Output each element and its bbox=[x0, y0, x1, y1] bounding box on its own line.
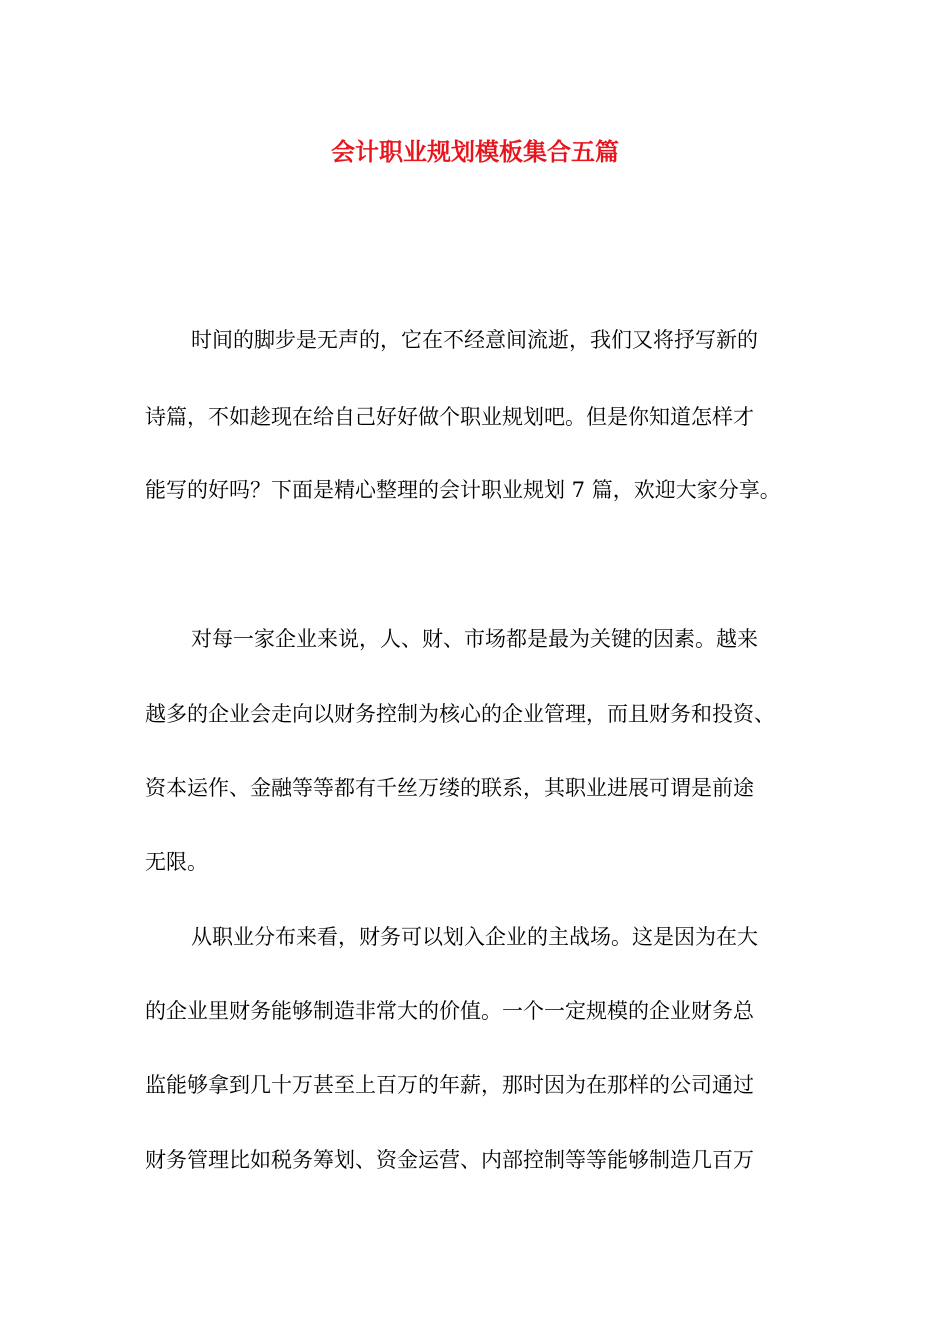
paragraph-3-line-4: 财务管理比如税务筹划、资金运营、内部控制等等能够制造几百万 bbox=[145, 1148, 754, 1172]
paragraph-1-line-2: 诗篇，不如趁现在给自己好好做个职业规划吧。但是你知道怎样才 bbox=[145, 405, 754, 429]
paragraph-2-line-3: 资本运作、金融等等都有千丝万缕的联系，其职业进展可谓是前途 bbox=[145, 776, 754, 800]
paragraph-2-line-4: 无限。 bbox=[145, 850, 208, 874]
paragraph-3-line-1: 从职业分布来看，财务可以划入企业的主战场。这是因为在大 bbox=[191, 925, 758, 949]
paragraph-1-line-3: 能写的好吗？下面是精心整理的会计职业规划 7 篇，欢迎大家分享。 bbox=[145, 478, 781, 502]
paragraph-3-line-2: 的企业里财务能够制造非常大的价值。一个一定规模的企业财务总 bbox=[145, 999, 754, 1023]
paragraph-3-line-3: 监能够拿到几十万甚至上百万的年薪，那时因为在那样的公司通过 bbox=[145, 1073, 754, 1097]
paragraph-1-line-1: 时间的脚步是无声的，它在不经意间流逝，我们又将抒写新的 bbox=[191, 328, 758, 352]
paragraph-2-line-2: 越多的企业会走向以财务控制为核心的企业管理，而且财务和投资、 bbox=[145, 702, 775, 726]
paragraph-2-line-1: 对每一家企业来说，人、财、市场都是最为关键的因素。越来 bbox=[191, 627, 758, 651]
document-title: 会计职业规划模板集合五篇 bbox=[331, 137, 619, 166]
